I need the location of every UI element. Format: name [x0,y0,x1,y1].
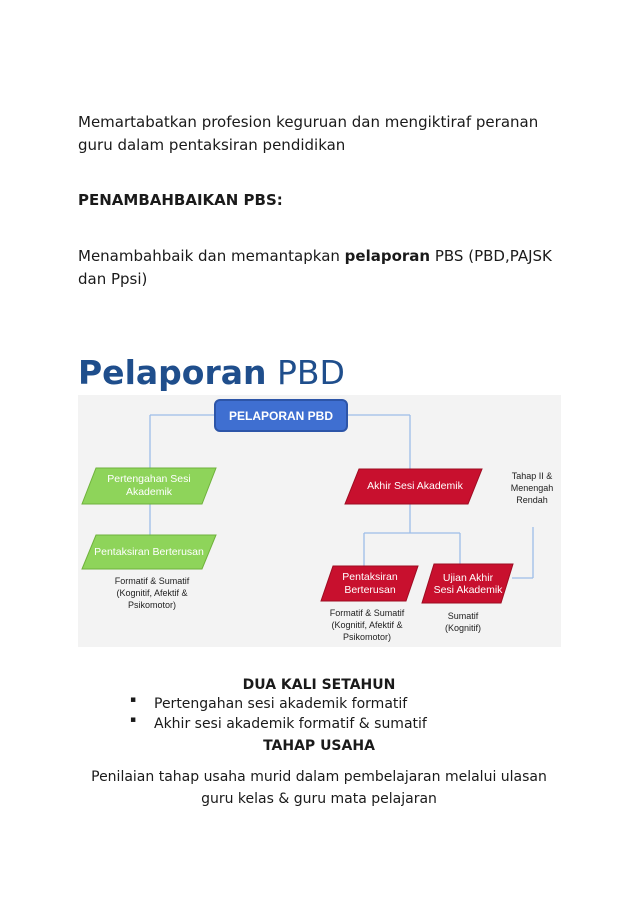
bullet-marker: ▪ [130,715,137,725]
pelaporan-diagram [78,395,561,647]
right-child-1-label: Pentaksiran Berterusan [342,570,398,596]
list-item: ▪ Pertengahan sesi akademik formatif [130,694,427,714]
left-branch-label: Pertengahan Sesi Akademik [107,473,191,498]
right-child-1-note: Formatif & Sumatif (Kognitif, Afektif & Psikomotor) [329,608,405,642]
left-child-label: Pentaksiran Berterusan [94,545,204,558]
section-heading: PENAMBAHBAIKAN PBS: [78,191,283,209]
right-child-2-note: Sumatif (Kognitif) [444,611,481,633]
right-branch-label: Akhir Sesi Akademik [367,480,463,492]
page-title: Pelaporan PBD [78,353,345,392]
right-child-2-label: Ujian Akhir Sesi Akademik [433,571,503,596]
left-child-note: Formatif & Sumatif (Kognitif, Afektif & Psikomotor) [114,576,190,610]
pelaporan-emphasis: pelaporan [344,247,431,265]
list-item: ▪ Akhir sesi akademik formatif & sumatif [130,714,427,734]
intro-paragraph: Memartabatkan profesion keguruan dan mengiktiraf peranan guru dalam pentaksiran pendidikan [78,113,539,154]
frequency-title: DUA KALI SETAHUN [242,677,396,693]
effort-title: TAHAP USAHA [263,738,375,754]
root-node: PELAPORAN PBD [214,399,348,432]
bullet-list [130,694,427,734]
bullet-marker: ▪ [130,695,137,705]
section-paragraph: Menambahbaik dan memantapkan pelaporan PBS (PBD,PAJSK dan Ppsi) [78,247,552,288]
side-note: Tahap II & Menengah Rendah [510,471,554,505]
effort-paragraph: Penilaian tahap usaha murid dalam pembelajaran melalui ulasan guru kelas & guru mata pelajaran [91,769,547,807]
